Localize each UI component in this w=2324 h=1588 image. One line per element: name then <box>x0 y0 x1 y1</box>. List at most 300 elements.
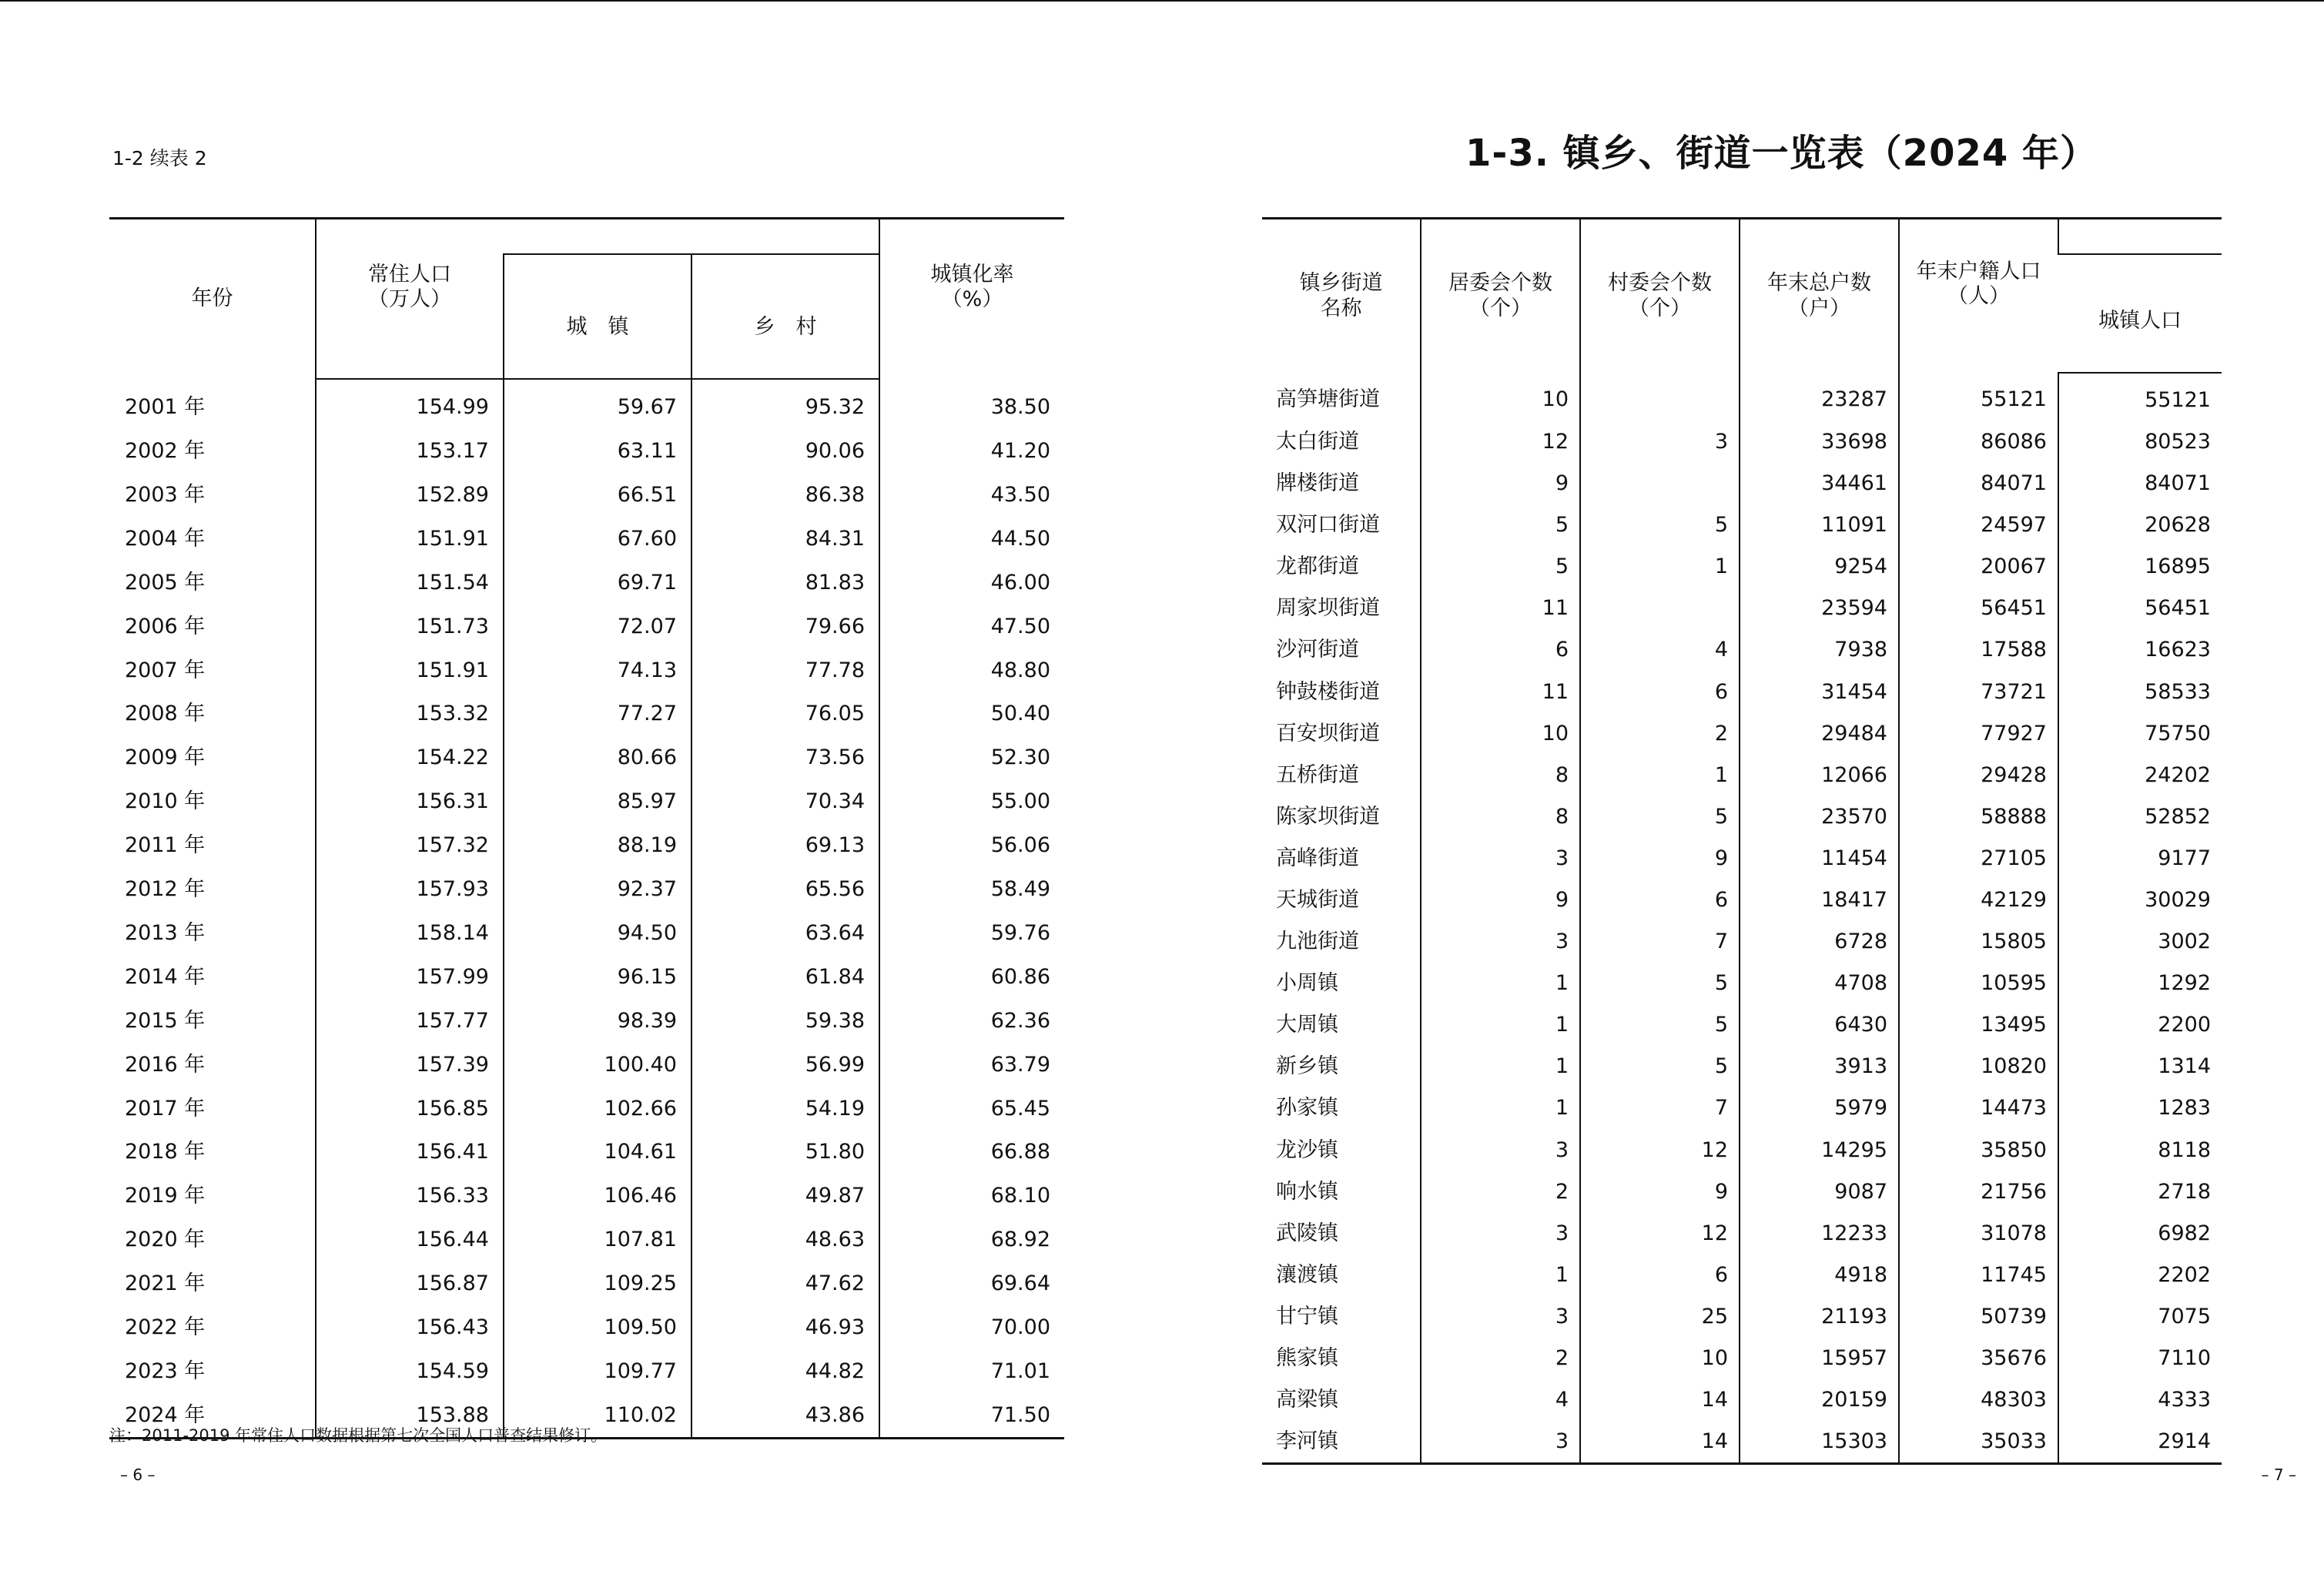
urban-cell: 109.50 <box>504 1306 692 1350</box>
header-spacer <box>504 219 879 255</box>
name-cell: 沙河街道 <box>1276 638 1359 662</box>
urban-cell: 66.51 <box>504 474 692 518</box>
rural-cell: 77.78 <box>692 648 879 692</box>
rural-cell: 65.56 <box>692 868 879 912</box>
rate-cell: 41.20 <box>879 430 1064 474</box>
urban-pop-cell: 1283 <box>2058 1088 2222 1130</box>
rural-cell: 61.84 <box>692 956 879 1000</box>
rate-cell: 46.00 <box>879 561 1064 605</box>
table-row <box>109 780 1064 824</box>
village-committees-cell: 6 <box>1580 879 1740 921</box>
total-cell: 152.89 <box>316 474 504 518</box>
rural-cell: 48.63 <box>692 1218 879 1262</box>
registered-pop-cell: 31078 <box>1899 1213 2058 1255</box>
village-committees-cell: 7 <box>1580 1088 1740 1130</box>
urban-cell: 77.27 <box>504 692 692 736</box>
table-row <box>1262 463 2222 504</box>
header-year: 年份 <box>191 286 233 311</box>
name-cell: 高笋塘街道 <box>1276 387 1380 412</box>
households-cell: 6728 <box>1740 921 1899 963</box>
registered-pop-cell: 55121 <box>1899 373 2058 421</box>
year-cell: 2021 年 <box>125 1271 206 1296</box>
total-cell: 156.87 <box>316 1262 504 1306</box>
year-cell: 2022 年 <box>125 1315 206 1339</box>
resident-committees-cell: 2 <box>1421 1171 1580 1213</box>
households-cell: 4918 <box>1740 1255 1899 1296</box>
rate-cell: 70.00 <box>879 1306 1064 1350</box>
name-cell: 天城街道 <box>1276 887 1359 912</box>
urban-cell: 102.66 <box>504 1087 692 1131</box>
year-cell: 2010 年 <box>125 789 206 814</box>
rural-cell: 44.82 <box>692 1350 879 1394</box>
table-row <box>1262 504 2222 546</box>
table-row <box>109 736 1064 780</box>
header-registered-pop: 年末户籍人口 （人） <box>1899 219 2058 374</box>
rate-cell: 68.10 <box>879 1174 1064 1218</box>
name-cell: 五桥街道 <box>1276 762 1359 787</box>
urban-cell: 88.19 <box>504 824 692 868</box>
rate-cell: 66.88 <box>879 1131 1064 1174</box>
table-row <box>109 561 1064 605</box>
table-row <box>1262 1130 2222 1171</box>
urban-pop-cell: 6982 <box>2058 1213 2222 1255</box>
header-households: 年末总户数 （户） <box>1740 219 1899 374</box>
resident-committees-cell: 8 <box>1421 796 1580 838</box>
urban-cell: 74.13 <box>504 648 692 692</box>
table-row <box>109 1262 1064 1306</box>
village-committees-cell <box>1580 373 1740 421</box>
rate-cell: 68.92 <box>879 1218 1064 1262</box>
table-row <box>1262 1421 2222 1464</box>
table-row <box>1262 1047 2222 1088</box>
urban-pop-cell: 9177 <box>2058 838 2222 879</box>
name-cell: 武陵镇 <box>1276 1221 1338 1245</box>
rate-cell: 44.50 <box>879 518 1064 561</box>
rate-cell: 71.50 <box>879 1393 1064 1438</box>
urban-cell: 106.46 <box>504 1174 692 1218</box>
table-row <box>1262 755 2222 796</box>
resident-committees-cell: 11 <box>1421 588 1580 629</box>
households-cell: 4708 <box>1740 963 1899 1004</box>
rural-cell: 95.32 <box>692 379 879 430</box>
rate-cell: 48.80 <box>879 648 1064 692</box>
total-cell: 151.91 <box>316 648 504 692</box>
total-cell: 153.88 <box>316 1393 504 1438</box>
header-name: 镇乡街道 名称 <box>1299 271 1383 320</box>
year-cell: 2013 年 <box>125 920 206 945</box>
urban-cell: 110.02 <box>504 1393 692 1438</box>
rate-cell: 38.50 <box>879 379 1064 430</box>
name-cell: 甘宁镇 <box>1276 1304 1338 1328</box>
name-cell: 李河镇 <box>1276 1429 1338 1454</box>
urban-pop-cell: 16895 <box>2058 546 2222 588</box>
urban-cell: 109.25 <box>504 1262 692 1306</box>
village-committees-cell: 6 <box>1580 1255 1740 1296</box>
rural-cell: 84.31 <box>692 518 879 561</box>
table-row <box>1262 1171 2222 1213</box>
total-cell: 157.39 <box>316 1043 504 1087</box>
registered-pop-cell: 11745 <box>1899 1255 2058 1296</box>
name-cell: 百安坝街道 <box>1276 721 1380 745</box>
total-cell: 156.43 <box>316 1306 504 1350</box>
table-row <box>109 430 1064 474</box>
urban-pop-cell: 3002 <box>2058 921 2222 963</box>
header-rural: 乡 村 <box>692 254 879 379</box>
rate-cell: 65.45 <box>879 1087 1064 1131</box>
households-cell: 12066 <box>1740 755 1899 796</box>
registered-pop-cell: 35033 <box>1899 1421 2058 1464</box>
urban-cell: 72.07 <box>504 605 692 648</box>
registered-pop-cell: 27105 <box>1899 838 2058 879</box>
year-cell: 2004 年 <box>125 526 206 551</box>
rural-cell: 81.83 <box>692 561 879 605</box>
resident-committees-cell: 10 <box>1421 713 1580 755</box>
year-cell: 2007 年 <box>125 658 206 682</box>
households-cell: 5979 <box>1740 1088 1899 1130</box>
urban-pop-cell: 7075 <box>2058 1296 2222 1338</box>
table-row <box>1262 672 2222 713</box>
village-committees-cell <box>1580 588 1740 629</box>
rural-cell: 76.05 <box>692 692 879 736</box>
urban-cell: 98.39 <box>504 999 692 1043</box>
households-cell: 34461 <box>1740 463 1899 504</box>
table-row <box>1262 879 2222 921</box>
registered-pop-cell: 35676 <box>1899 1338 2058 1379</box>
total-cell: 151.54 <box>316 561 504 605</box>
households-cell: 3913 <box>1740 1047 1899 1088</box>
village-committees-cell: 14 <box>1580 1379 1740 1421</box>
urban-pop-cell: 7110 <box>2058 1338 2222 1379</box>
urban-pop-cell: 2202 <box>2058 1255 2222 1296</box>
table-row <box>109 956 1064 1000</box>
total-cell: 157.99 <box>316 956 504 1000</box>
urban-cell: 96.15 <box>504 956 692 1000</box>
table-row <box>1262 1296 2222 1338</box>
total-cell: 156.44 <box>316 1218 504 1262</box>
total-cell: 157.93 <box>316 868 504 912</box>
registered-pop-cell: 42129 <box>1899 879 2058 921</box>
households-cell: 23594 <box>1740 588 1899 629</box>
table-subtitle: 1-2 续表 2 <box>112 147 207 169</box>
urban-pop-cell: 75750 <box>2058 713 2222 755</box>
year-cell: 2012 年 <box>125 877 206 902</box>
urban-pop-cell: 30029 <box>2058 879 2222 921</box>
table-row <box>109 518 1064 561</box>
households-cell: 18417 <box>1740 879 1899 921</box>
name-cell: 新乡镇 <box>1276 1054 1338 1079</box>
rural-cell: 51.80 <box>692 1131 879 1174</box>
right-page <box>1162 0 2324 1588</box>
rate-cell: 55.00 <box>879 780 1064 824</box>
table-row <box>109 1043 1064 1087</box>
village-committees-cell <box>1580 463 1740 504</box>
urban-pop-cell: 52852 <box>2058 796 2222 838</box>
total-cell: 153.32 <box>316 692 504 736</box>
urban-pop-cell: 1292 <box>2058 963 2222 1004</box>
households-cell: 21193 <box>1740 1296 1899 1338</box>
registered-pop-cell: 21756 <box>1899 1171 2058 1213</box>
village-committees-cell: 6 <box>1580 672 1740 713</box>
total-cell: 153.17 <box>316 430 504 474</box>
total-cell: 154.99 <box>316 379 504 430</box>
name-cell: 陈家坝街道 <box>1276 804 1380 829</box>
rate-cell: 52.30 <box>879 736 1064 780</box>
name-cell: 孙家镇 <box>1276 1096 1338 1121</box>
table-row <box>109 474 1064 518</box>
resident-committees-cell: 3 <box>1421 1213 1580 1255</box>
resident-committees-cell: 3 <box>1421 1296 1580 1338</box>
rate-cell: 47.50 <box>879 605 1064 648</box>
year-cell: 2024 年 <box>125 1402 206 1427</box>
urban-pop-cell: 2718 <box>2058 1171 2222 1213</box>
resident-committees-cell: 6 <box>1421 630 1580 672</box>
village-committees-cell: 25 <box>1580 1296 1740 1338</box>
rural-cell: 56.99 <box>692 1043 879 1087</box>
rural-cell: 69.13 <box>692 824 879 868</box>
urban-cell: 104.61 <box>504 1131 692 1174</box>
registered-pop-cell: 10820 <box>1899 1047 2058 1088</box>
households-cell: 7938 <box>1740 630 1899 672</box>
urban-pop-cell: 8118 <box>2058 1130 2222 1171</box>
registered-pop-cell: 15805 <box>1899 921 2058 963</box>
households-cell: 23287 <box>1740 373 1899 421</box>
village-committees-cell: 1 <box>1580 546 1740 588</box>
village-committees-cell: 5 <box>1580 963 1740 1004</box>
rural-cell: 86.38 <box>692 474 879 518</box>
name-cell: 双河口街道 <box>1276 513 1380 538</box>
rural-cell: 90.06 <box>692 430 879 474</box>
village-committees-cell: 5 <box>1580 1047 1740 1088</box>
urban-cell: 109.77 <box>504 1350 692 1394</box>
households-cell: 9254 <box>1740 546 1899 588</box>
name-cell: 熊家镇 <box>1276 1346 1338 1370</box>
village-committees-cell: 5 <box>1580 504 1740 546</box>
registered-pop-cell: 50739 <box>1899 1296 2058 1338</box>
households-cell: 15957 <box>1740 1338 1899 1379</box>
registered-pop-cell: 14473 <box>1899 1088 2058 1130</box>
urban-pop-cell: 84071 <box>2058 463 2222 504</box>
rate-cell: 56.06 <box>879 824 1064 868</box>
households-cell: 9087 <box>1740 1171 1899 1213</box>
urban-pop-cell: 55121 <box>2058 373 2222 421</box>
urban-pop-cell: 2200 <box>2058 1004 2222 1046</box>
resident-committees-cell: 2 <box>1421 1338 1580 1379</box>
urban-pop-cell: 16623 <box>2058 630 2222 672</box>
resident-committees-cell: 1 <box>1421 1047 1580 1088</box>
households-cell: 14295 <box>1740 1130 1899 1171</box>
name-cell: 小周镇 <box>1276 971 1338 996</box>
registered-pop-cell: 24597 <box>1899 504 2058 546</box>
resident-committees-cell: 1 <box>1421 1004 1580 1046</box>
name-cell: 太白街道 <box>1276 429 1359 454</box>
table-row <box>1262 796 2222 838</box>
village-committees-cell: 10 <box>1580 1338 1740 1379</box>
table-row <box>1262 630 2222 672</box>
year-cell: 2020 年 <box>125 1228 206 1252</box>
village-committees-cell: 1 <box>1580 755 1740 796</box>
village-committees-cell: 5 <box>1580 1004 1740 1046</box>
urban-pop-cell: 1314 <box>2058 1047 2222 1088</box>
table-row <box>109 1087 1064 1131</box>
year-cell: 2018 年 <box>125 1140 206 1164</box>
table-row <box>109 379 1064 430</box>
resident-committees-cell: 1 <box>1421 1255 1580 1296</box>
table-row <box>1262 1338 2222 1379</box>
registered-pop-cell: 77927 <box>1899 713 2058 755</box>
year-cell: 2006 年 <box>125 614 206 638</box>
year-cell: 2019 年 <box>125 1184 206 1208</box>
village-committees-cell: 4 <box>1580 630 1740 672</box>
resident-committees-cell: 9 <box>1421 879 1580 921</box>
households-cell: 11091 <box>1740 504 1899 546</box>
rural-cell: 54.19 <box>692 1087 879 1131</box>
header-resident-pop: 常住人口 （万人） <box>316 219 504 380</box>
year-cell: 2005 年 <box>125 570 206 595</box>
page-number-left: – 6 – <box>120 1466 156 1484</box>
resident-committees-cell: 12 <box>1421 421 1580 463</box>
urban-cell: 94.50 <box>504 912 692 956</box>
registered-pop-cell: 56451 <box>1899 588 2058 629</box>
resident-committees-cell: 8 <box>1421 755 1580 796</box>
table-row <box>1262 838 2222 879</box>
registered-pop-cell: 73721 <box>1899 672 2058 713</box>
resident-committees-cell: 1 <box>1421 1088 1580 1130</box>
rural-cell: 63.64 <box>692 912 879 956</box>
village-committees-cell: 9 <box>1580 838 1740 879</box>
urban-cell: 92.37 <box>504 868 692 912</box>
table-row <box>1262 713 2222 755</box>
urban-pop-cell: 20628 <box>2058 504 2222 546</box>
urban-pop-cell: 2914 <box>2058 1421 2222 1464</box>
urban-cell: 107.81 <box>504 1218 692 1262</box>
year-cell: 2002 年 <box>125 439 206 464</box>
table-row <box>1262 963 2222 1004</box>
total-cell: 156.41 <box>316 1131 504 1174</box>
table-row <box>1262 1088 2222 1130</box>
registered-pop-cell: 10595 <box>1899 963 2058 1004</box>
table-row <box>109 999 1064 1043</box>
table-note: 注：2011-2019 年常住人口数据根据第七次全国人口普查结果修订。 <box>109 1426 608 1445</box>
header-urban-pop: 城镇人口 <box>2058 254 2222 373</box>
households-cell: 33698 <box>1740 421 1899 463</box>
table-row <box>109 1131 1064 1174</box>
urban-cell: 100.40 <box>504 1043 692 1087</box>
households-cell: 12233 <box>1740 1213 1899 1255</box>
total-cell: 156.85 <box>316 1087 504 1131</box>
table-row <box>1262 546 2222 588</box>
total-cell: 158.14 <box>316 912 504 956</box>
rural-cell: 49.87 <box>692 1174 879 1218</box>
table-row <box>109 1350 1064 1394</box>
table-row <box>109 868 1064 912</box>
total-cell: 156.33 <box>316 1174 504 1218</box>
registered-pop-cell: 13495 <box>1899 1004 2058 1046</box>
rural-cell: 59.38 <box>692 999 879 1043</box>
households-cell: 29484 <box>1740 713 1899 755</box>
urban-pop-cell: 4333 <box>2058 1379 2222 1421</box>
name-cell: 九池街道 <box>1276 930 1359 954</box>
year-cell: 2008 年 <box>125 702 206 726</box>
resident-committees-cell: 3 <box>1421 1421 1580 1464</box>
households-cell: 23570 <box>1740 796 1899 838</box>
header-resident-committees: 居委会个数 （个） <box>1421 219 1580 374</box>
rate-cell: 62.36 <box>879 999 1064 1043</box>
header-urbanization: 城镇化率 （%） <box>879 219 1064 380</box>
registered-pop-cell: 20067 <box>1899 546 2058 588</box>
name-cell: 大周镇 <box>1276 1013 1338 1037</box>
year-cell: 2014 年 <box>125 964 206 989</box>
registered-pop-cell: 48303 <box>1899 1379 2058 1421</box>
table-row <box>109 1174 1064 1218</box>
urban-cell: 85.97 <box>504 780 692 824</box>
population-table-body <box>109 379 1064 1439</box>
table-row <box>1262 1255 2222 1296</box>
year-cell: 2011 年 <box>125 833 206 858</box>
table-row <box>109 692 1064 736</box>
resident-committees-cell: 5 <box>1421 546 1580 588</box>
village-committees-cell: 2 <box>1580 713 1740 755</box>
urban-pop-cell: 56451 <box>2058 588 2222 629</box>
name-cell: 周家坝街道 <box>1276 596 1380 621</box>
table-row <box>109 912 1064 956</box>
table-row <box>1262 1004 2222 1046</box>
population-table <box>109 217 1064 1439</box>
households-cell: 11454 <box>1740 838 1899 879</box>
resident-committees-cell: 5 <box>1421 504 1580 546</box>
table-row <box>1262 421 2222 463</box>
registered-pop-cell: 58888 <box>1899 796 2058 838</box>
resident-committees-cell: 3 <box>1421 838 1580 879</box>
year-cell: 2001 年 <box>125 394 206 419</box>
header-village-committees: 村委会个数 （个） <box>1580 219 1740 374</box>
urban-pop-cell: 80523 <box>2058 421 2222 463</box>
name-cell: 瀼渡镇 <box>1276 1262 1338 1287</box>
total-cell: 157.77 <box>316 999 504 1043</box>
resident-committees-cell: 10 <box>1421 373 1580 421</box>
rate-cell: 43.50 <box>879 474 1064 518</box>
year-cell: 2016 年 <box>125 1052 206 1077</box>
name-cell: 龙沙镇 <box>1276 1137 1338 1162</box>
table-row <box>109 1218 1064 1262</box>
name-cell: 高梁镇 <box>1276 1388 1338 1412</box>
rural-cell: 43.86 <box>692 1393 879 1438</box>
total-cell: 156.31 <box>316 780 504 824</box>
name-cell: 钟鼓楼街道 <box>1276 679 1380 704</box>
table-row <box>1262 1213 2222 1255</box>
urban-cell: 59.67 <box>504 379 692 430</box>
village-committees-cell: 14 <box>1580 1421 1740 1464</box>
village-committees-cell: 5 <box>1580 796 1740 838</box>
total-cell: 154.22 <box>316 736 504 780</box>
rural-cell: 79.66 <box>692 605 879 648</box>
page-title: 1-3. 镇乡、街道一览表（2024 年） <box>1465 132 2098 175</box>
urban-cell: 67.60 <box>504 518 692 561</box>
village-committees-cell: 7 <box>1580 921 1740 963</box>
resident-committees-cell: 4 <box>1421 1379 1580 1421</box>
resident-committees-cell: 11 <box>1421 672 1580 713</box>
rate-cell: 59.76 <box>879 912 1064 956</box>
rate-cell: 50.40 <box>879 692 1064 736</box>
village-committees-cell: 9 <box>1580 1171 1740 1213</box>
total-cell: 154.59 <box>316 1350 504 1394</box>
header-urban: 城 镇 <box>504 254 692 379</box>
year-cell: 2003 年 <box>125 483 206 508</box>
village-committees-cell: 12 <box>1580 1213 1740 1255</box>
village-committees-cell: 3 <box>1580 421 1740 463</box>
registered-pop-cell: 86086 <box>1899 421 2058 463</box>
households-cell: 31454 <box>1740 672 1899 713</box>
name-cell: 牌楼街道 <box>1276 471 1359 496</box>
